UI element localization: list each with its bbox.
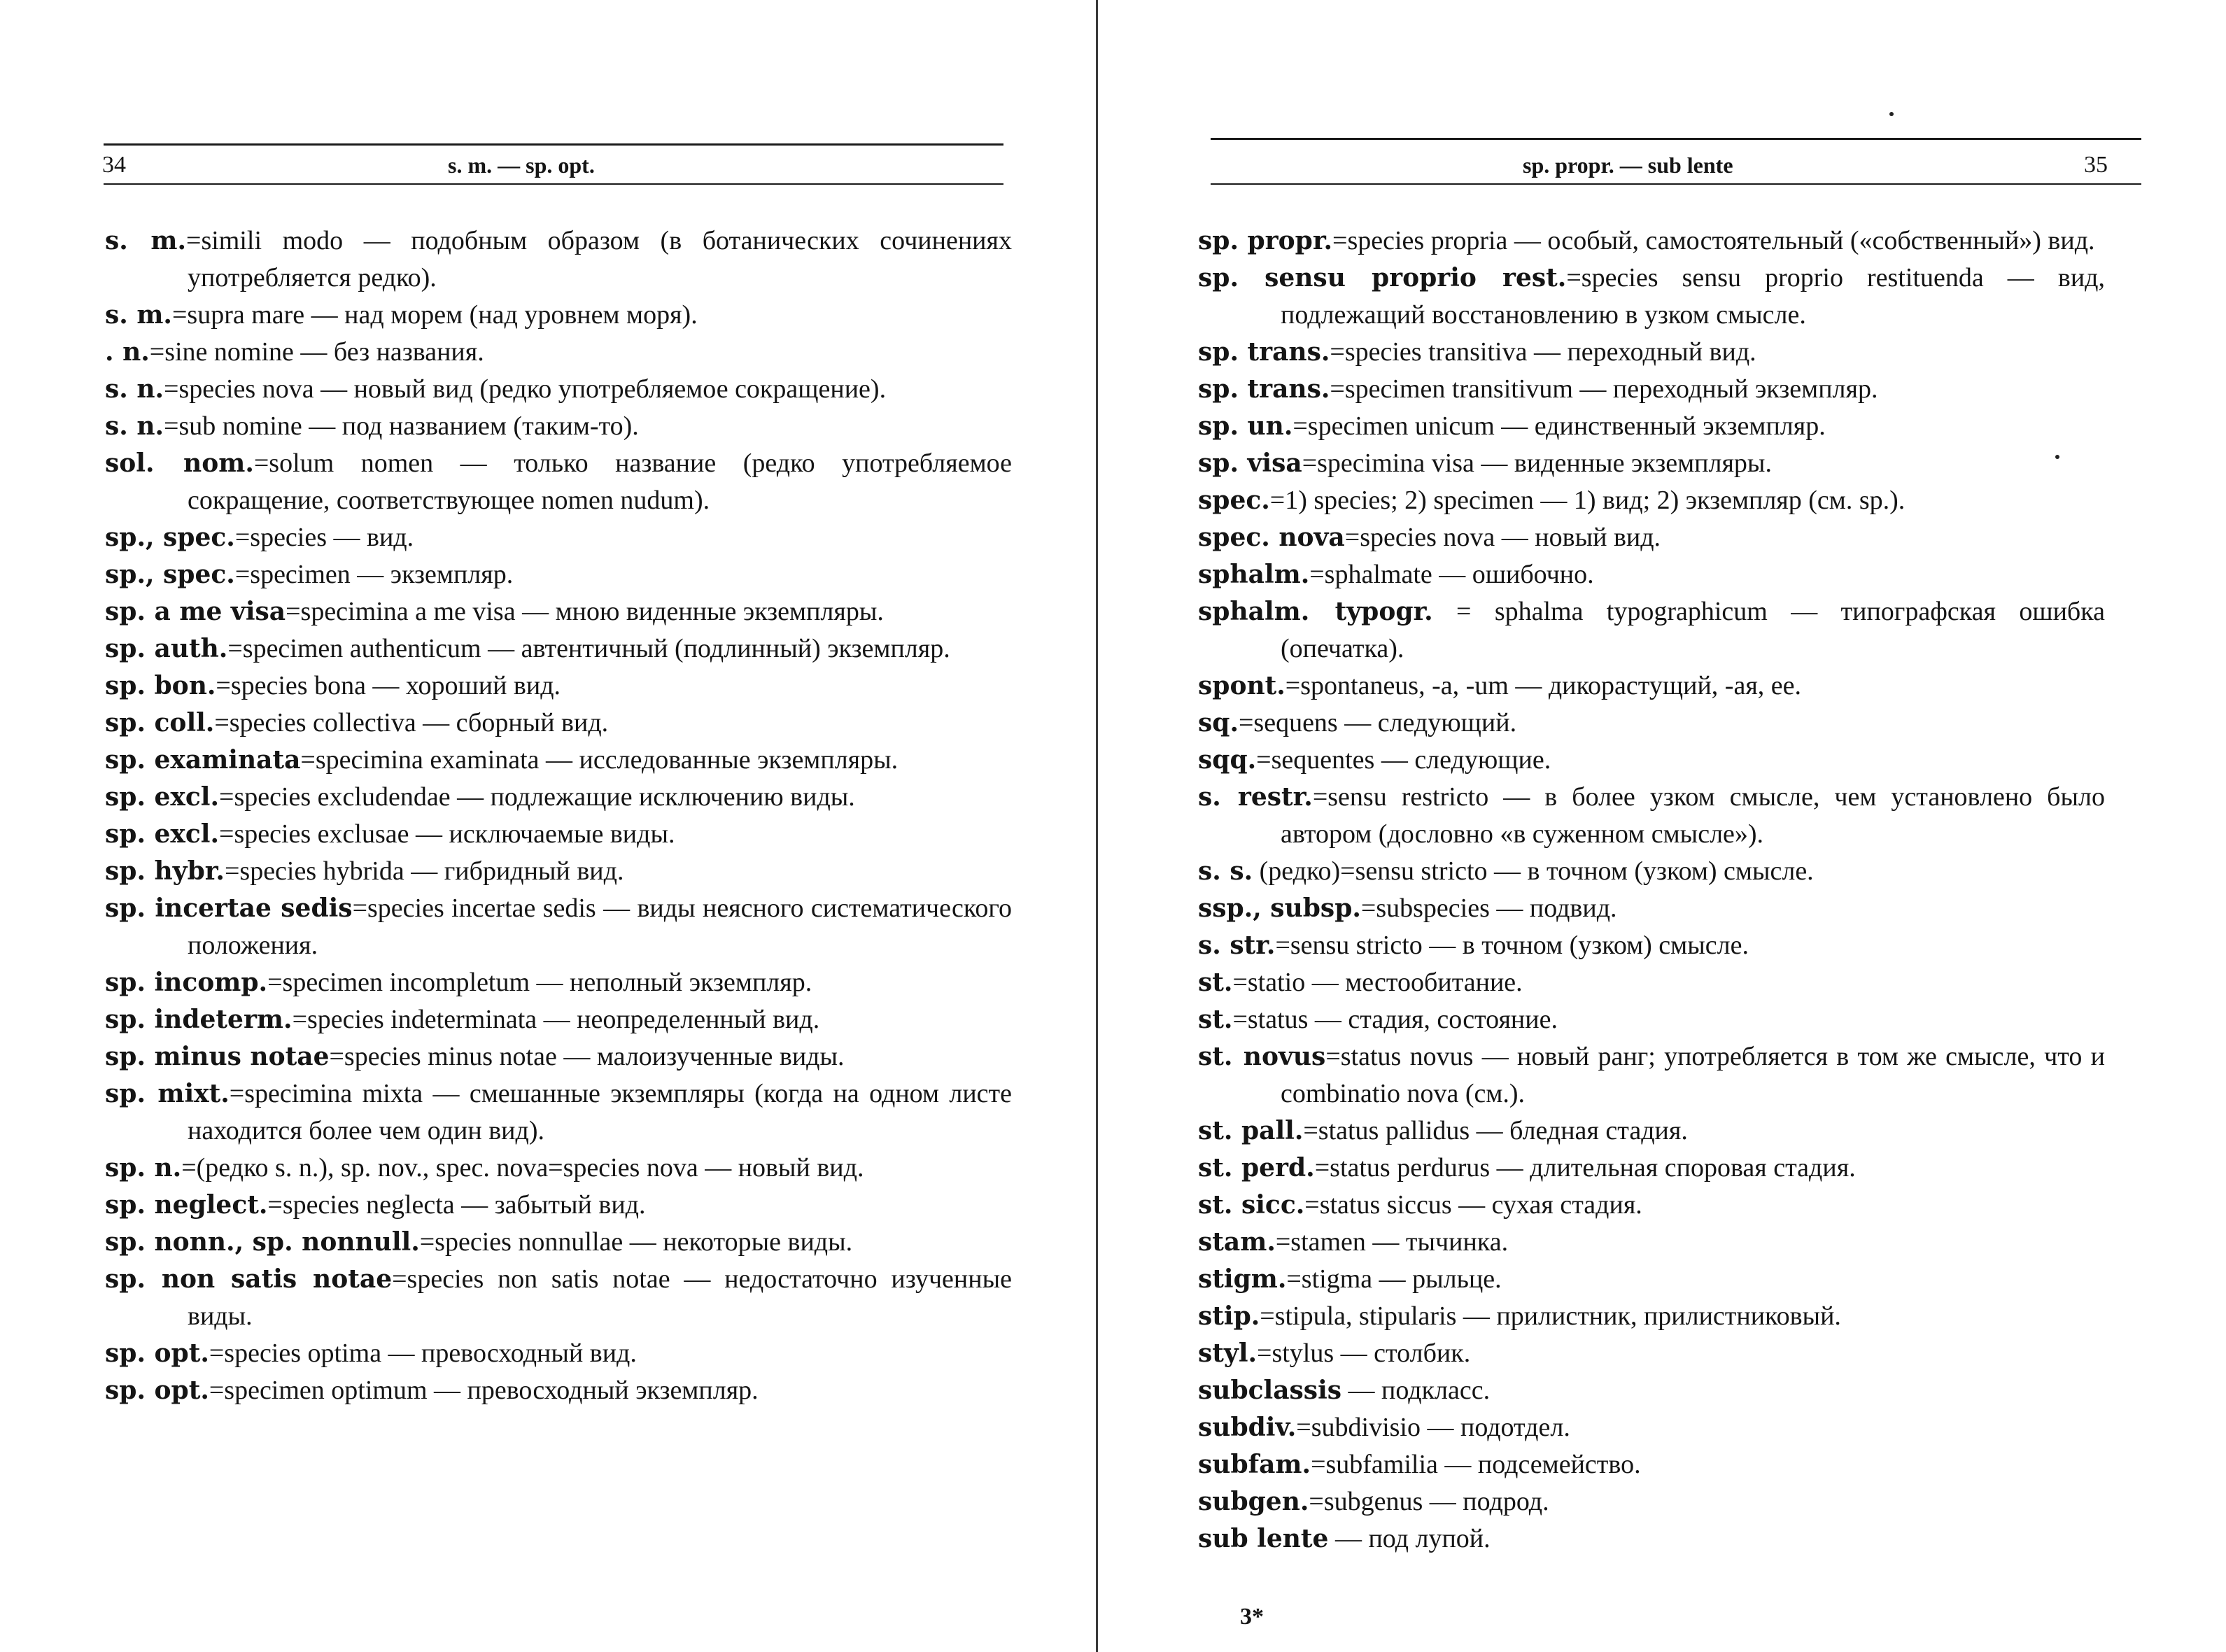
entry-abbreviation: sp. trans. [1198, 337, 1330, 367]
entry-definition: =1) species; 2) specimen — 1) вид; 2) экземпляр (см. sp.). [1269, 486, 1906, 515]
entry-abbreviation: sphalm. typogr. [1198, 597, 1433, 626]
entry-definition: =species propria — особый, самостоятельный («собственный») вид. [1332, 226, 2095, 255]
header-rule-left-bottom [104, 183, 1003, 185]
header-rule-right [1211, 138, 2141, 140]
dictionary-entry [1198, 445, 2105, 482]
entry-definition: =species non satis notae — недостаточно изученные виды. [188, 1264, 1012, 1331]
entry-abbreviation: sp. opt. [105, 1376, 209, 1405]
entry-definition: =status siccus — сухая стадия. [1304, 1190, 1642, 1220]
entry-definition: — под лупой. [1328, 1524, 1491, 1553]
entry-abbreviation: sphalm. [1198, 560, 1310, 589]
entry-abbreviation: st. sicc. [1198, 1190, 1305, 1220]
dictionary-entry [1198, 593, 2105, 668]
entry-abbreviation: sp. mixt. [105, 1079, 230, 1108]
dictionary-entry [105, 223, 1012, 297]
dictionary-entry [105, 371, 1012, 408]
entry-abbreviation: sp. visa [1198, 449, 1302, 478]
dictionary-entry [1198, 223, 2105, 260]
signature-mark: 3* [1240, 1604, 1264, 1630]
dictionary-entry [1198, 1113, 2105, 1150]
entry-definition: =sensu stricto — в точном (узком) смысле. [1275, 931, 1749, 960]
entry-definition: =spontaneus, -a, -um — дикорастущий, -ая, ее. [1285, 671, 1802, 700]
entry-definition: =subspecies — подвид. [1360, 894, 1617, 923]
dictionary-entry [105, 1335, 1012, 1372]
entry-definition: =specimen optimum — превосходный экземпляр. [209, 1376, 759, 1405]
entry-abbreviation: s. m. [105, 300, 172, 330]
dictionary-entry [105, 816, 1012, 853]
entry-definition: =species nonnullae — некоторые виды. [419, 1227, 853, 1257]
entry-definition: =specimina mixta — смешанные экземпляры (когда на одном листе находится более чем один вид). [188, 1079, 1012, 1145]
dictionary-entry [1198, 556, 2105, 593]
dictionary-entry [105, 408, 1012, 445]
entry-definition: =species optima — превосходный вид. [209, 1339, 637, 1368]
entry-abbreviation: sp. n. [105, 1153, 182, 1182]
entry-definition: =sequens — следующий. [1238, 708, 1517, 737]
entry-abbreviation: sp., spec. [105, 523, 235, 552]
entry-abbreviation: sp. minus notae [105, 1042, 330, 1071]
entry-definition: =subgenus — подрод. [1309, 1487, 1549, 1516]
entry-definition: =stigma — рыльце. [1286, 1264, 1502, 1294]
entry-abbreviation: sp. non satis notae [105, 1264, 393, 1294]
dictionary-entry [105, 964, 1012, 1001]
entry-abbreviation: st. [1198, 1005, 1233, 1034]
dictionary-entry [1198, 408, 2105, 445]
entry-definition: =species collectiva — сборный вид. [214, 708, 609, 737]
dictionary-entry [105, 593, 1012, 630]
dictionary-entry [1198, 779, 2105, 853]
entry-definition: =subfamilia — подсемейство. [1311, 1450, 1641, 1479]
dictionary-entry [105, 1075, 1012, 1150]
entry-list-right [1198, 223, 2105, 1558]
page-number-right: 35 [2084, 152, 2108, 178]
entry-abbreviation: sp. incomp. [105, 968, 268, 997]
dictionary-entry [105, 668, 1012, 705]
entry-abbreviation: sol. nom. [105, 449, 254, 478]
entry-definition: =status perdurus — длительная споровая стадия. [1314, 1153, 1856, 1182]
entry-definition: =species indeterminata — неопределенный вид. [292, 1005, 820, 1034]
entry-definition: =specimen authenticum — автентичный (подлинный) экземпляр. [227, 634, 950, 663]
dictionary-entry [1198, 890, 2105, 927]
dictionary-entry [105, 779, 1012, 816]
entry-definition: =sphalmate — ошибочно. [1309, 560, 1594, 589]
entry-definition: =statio — местообитание. [1232, 968, 1523, 997]
entry-abbreviation: sp. excl. [105, 819, 220, 849]
entry-abbreviation: s. m. [105, 226, 187, 255]
running-head-right: sp. propr. — sub lente [1523, 153, 1733, 178]
entry-abbreviation: spec. nova [1198, 523, 1345, 552]
entry-abbreviation: sp. a me visa [105, 597, 286, 626]
entry-abbreviation: st. [1198, 968, 1233, 997]
entry-definition: =specimen transitivum — переходный экземпляр. [1330, 374, 1878, 404]
entry-definition: =species sensu proprio restituenda — вид, подлежащий восстановлению в узком смысле. [1281, 263, 2105, 330]
dictionary-entry [1198, 927, 2105, 964]
dictionary-entry [1198, 1187, 2105, 1224]
entry-definition: = sphalma typographicum — типографская ошибка (опечатка). [1281, 597, 2106, 663]
header-rule-left [104, 143, 1003, 146]
entry-abbreviation: sp. propr. [1198, 226, 1333, 255]
entry-definition: =species — вид. [234, 523, 414, 552]
entry-abbreviation: sp. auth. [105, 634, 228, 663]
dictionary-entry [105, 1261, 1012, 1335]
entry-list-left [105, 223, 1012, 1409]
entry-abbreviation: s. restr. [1198, 782, 1313, 812]
dictionary-entry [1198, 1001, 2105, 1038]
entry-abbreviation: subclassis [1198, 1376, 1342, 1405]
dictionary-entry [105, 1372, 1012, 1409]
entry-abbreviation: sp. neglect. [105, 1190, 268, 1220]
entry-definition: =species exclusae — исключаемые виды. [219, 819, 675, 849]
entry-definition: =stylus — столбик. [1257, 1339, 1471, 1368]
entry-definition: — подкласс. [1341, 1376, 1491, 1405]
running-head-left: s. m. — sp. opt. [448, 153, 595, 178]
speck-dot [1889, 112, 1894, 116]
page-number-left: 34 [102, 152, 126, 178]
dictionary-entry [105, 556, 1012, 593]
entry-abbreviation: stam. [1198, 1227, 1276, 1257]
dictionary-entry [1198, 519, 2105, 556]
entry-definition: =specimen unicum — единственный экземпляр. [1292, 411, 1826, 441]
entry-abbreviation: sp. indeterm. [105, 1005, 293, 1034]
entry-definition: =stipula, stipularis — прилистник, прилистниковый. [1260, 1301, 1841, 1331]
dictionary-entry [105, 853, 1012, 890]
dictionary-entry [1198, 705, 2105, 742]
entry-abbreviation: spec. [1198, 486, 1270, 515]
entry-abbreviation: sp. sensu proprio rest. [1198, 263, 1567, 292]
left-page [0, 0, 1106, 1652]
entry-definition: =specimen — экземпляр. [234, 560, 514, 589]
entry-abbreviation: sp. excl. [105, 782, 220, 812]
entry-definition: =subdivisio — подотдел. [1296, 1413, 1570, 1442]
entry-definition: =species minus notae — малоизученные виды. [329, 1042, 845, 1071]
entry-definition: =stamen — тычинка. [1275, 1227, 1509, 1257]
entry-definition: =species incertae sedis — виды неясного систематического положения. [188, 894, 1012, 960]
entry-abbreviation: styl. [1198, 1339, 1258, 1368]
entry-abbreviation: sp. incertae sedis [105, 894, 353, 923]
dictionary-entry [105, 334, 1012, 371]
dictionary-entry [105, 742, 1012, 779]
dictionary-entry [1198, 668, 2105, 705]
dictionary-entry [1198, 1520, 2105, 1558]
entry-definition: =sine nomine — без названия. [149, 337, 484, 367]
entry-definition: =status novus — новый ранг; употребляется в том же смысле, что и combinatio nova (см.). [1281, 1042, 2105, 1108]
entry-definition: =solum nomen — только название (редко употребляемое сокращение, соответствующее nomen nudum). [188, 449, 1012, 515]
entry-abbreviation: sp. coll. [105, 708, 215, 737]
dictionary-entry [105, 1001, 1012, 1038]
entry-definition: =sequentes — следующие. [1256, 745, 1551, 775]
dictionary-entry [105, 1224, 1012, 1261]
entry-definition: =species neglecta — забытый вид. [267, 1190, 646, 1220]
header-rule-right-bottom [1211, 183, 2141, 185]
dictionary-entry [1198, 482, 2105, 519]
speck-dot [2055, 455, 2059, 459]
entry-abbreviation: ssp., subsp. [1198, 894, 1361, 923]
dictionary-entry [105, 1150, 1012, 1187]
dictionary-entry [1198, 1446, 2105, 1483]
dictionary-entry [105, 445, 1012, 519]
entry-abbreviation: sp. trans. [1198, 374, 1330, 404]
entry-abbreviation: sp. bon. [105, 671, 216, 700]
entry-abbreviation: . n. [105, 337, 150, 367]
gutter [1096, 0, 1098, 1652]
dictionary-entry [1198, 1409, 2105, 1446]
dictionary-entry [105, 519, 1012, 556]
entry-abbreviation: stip. [1198, 1301, 1260, 1331]
dictionary-entry [1198, 1372, 2105, 1409]
entry-definition: =specimina examinata — исследованные экземпляры. [300, 745, 899, 775]
dictionary-entry [1198, 853, 2105, 890]
dictionary-entry [105, 1038, 1012, 1075]
dictionary-entry [1198, 964, 2105, 1001]
entry-definition: =species bona — хороший вид. [216, 671, 561, 700]
entry-definition: =status — стадия, состояние. [1232, 1005, 1558, 1034]
entry-definition: =(редко s. n.), sp. nov., spec. nova=species nova — новый вид. [181, 1153, 864, 1182]
entry-definition: =supra mare — над морем (над уровнем моря). [171, 300, 698, 330]
entry-abbreviation: sp., spec. [105, 560, 235, 589]
entry-abbreviation: st. pall. [1198, 1116, 1304, 1145]
entry-abbreviation: sqq. [1198, 745, 1257, 775]
entry-abbreviation: subfam. [1198, 1450, 1311, 1479]
dictionary-entry [1198, 371, 2105, 408]
dictionary-entry [1198, 1261, 2105, 1298]
entry-definition: =species excludendae — подлежащие исключению виды. [219, 782, 855, 812]
entry-abbreviation: sp. examinata [105, 745, 301, 775]
entry-definition: =sub nomine — под названием (таким-то). [164, 411, 639, 441]
entry-abbreviation: subdiv. [1198, 1413, 1297, 1442]
entry-abbreviation: sp. hybr. [105, 856, 225, 886]
dictionary-entry [1198, 1483, 2105, 1520]
dictionary-entry [1198, 1038, 2105, 1113]
entry-abbreviation: sp. opt. [105, 1339, 209, 1368]
entry-abbreviation: sub lente [1198, 1524, 1329, 1553]
entry-abbreviation: sq. [1198, 708, 1239, 737]
entry-abbreviation: s. n. [105, 374, 164, 404]
entry-abbreviation: sp. un. [1198, 411, 1293, 441]
dictionary-entry [105, 705, 1012, 742]
dictionary-entry [105, 890, 1012, 964]
dictionary-entry [105, 297, 1012, 334]
entry-abbreviation: subgen. [1198, 1487, 1309, 1516]
entry-definition: =simili modo — подобным образом (в ботанических сочинениях употребляется редко). [186, 226, 1012, 292]
entry-abbreviation: sp. nonn., sp. nonnull. [105, 1227, 420, 1257]
entry-definition: =species nova — новый вид (редко употребляемое сокращение). [164, 374, 887, 404]
entry-abbreviation: st. novus [1198, 1042, 1326, 1071]
dictionary-entry [1198, 1298, 2105, 1335]
entry-abbreviation: spont. [1198, 671, 1285, 700]
dictionary-entry [1198, 1150, 2105, 1187]
dictionary-entry [1198, 1224, 2105, 1261]
entry-definition: =sensu restricto — в более узком смысле, чем установлено было автором (дословно «в суженном смысле»). [1281, 782, 2106, 849]
dictionary-entry [105, 630, 1012, 668]
entry-abbreviation: stigm. [1198, 1264, 1287, 1294]
entry-definition: =specimina a me visa — мною виденные экземпляры. [286, 597, 884, 626]
entry-definition: =status pallidus — бледная стадия. [1303, 1116, 1688, 1145]
dictionary-entry [105, 1187, 1012, 1224]
entry-definition: =specimina visa — виденные экземпляры. [1302, 449, 1772, 478]
entry-definition: =specimen incompletum — неполный экземпляр. [267, 968, 812, 997]
dictionary-entry [1198, 1335, 2105, 1372]
entry-definition: =species hybrida — гибридный вид. [224, 856, 624, 886]
dictionary-entry [1198, 260, 2105, 334]
entry-abbreviation: s. str. [1198, 931, 1276, 960]
entry-definition: (редко)=sensu stricto — в точном (узком) смысле. [1253, 856, 1814, 886]
dictionary-entry [1198, 742, 2105, 779]
entry-abbreviation: st. perd. [1198, 1153, 1315, 1182]
entry-abbreviation: s. n. [105, 411, 164, 441]
dictionary-entry [1198, 334, 2105, 371]
entry-definition: =species nova — новый вид. [1344, 523, 1661, 552]
entry-definition: =species transitiva — переходный вид. [1330, 337, 1756, 367]
entry-abbreviation: s. s. [1198, 856, 1253, 886]
